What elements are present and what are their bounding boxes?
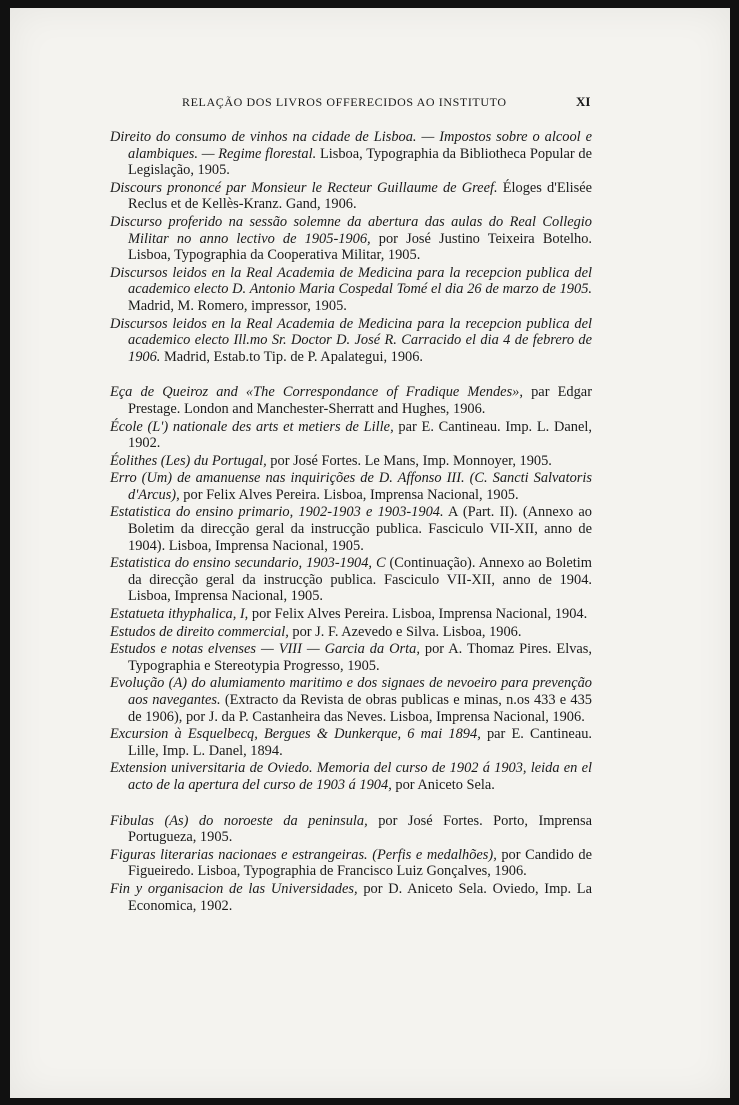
entry-details: por A. Thomaz Pires. Elvas, Typographia e Stereotypia Progresso, 1905. [128, 641, 592, 674]
entry-title: Estatistica do ensino primario, 1902-1903 e 1903-1904. [110, 504, 444, 521]
entry-title: Eça de Queiroz and «The Correspondance of Fradique Mendes», [110, 384, 523, 401]
entry-title: Estatueta ithyphalica, I, [110, 606, 249, 623]
entry-title: Fibulas (As) do noroeste da peninsula, [110, 812, 368, 829]
bibliography-entry [110, 624, 592, 641]
entry-title: Estudos de direito commercial, [110, 623, 289, 640]
section-d [110, 129, 592, 365]
entry-title: Estatistica do ensino secundario, 1903-1904, C [110, 555, 386, 572]
entry-details: por José Fortes. Porto, Imprensa Portugueza, 1905. [128, 812, 592, 846]
entry-details: por Felix Alves Pereira. Lisboa, Imprensa Nacional, 1905. [179, 486, 519, 503]
bibliography-entry [110, 675, 592, 725]
bibliography-entry [110, 504, 592, 554]
bibliography-entry [110, 641, 592, 674]
entry-title: Erro (Um) de amanuense nas inquirições de D. Affonso III. (C. Sancti Salvatoris d'Arcus), [110, 470, 592, 503]
entry-details: (Continuação). Annexo ao Boletim da direcção geral da instrucção publica. Fasciculo VII-XII, anno de 1904. Lisboa, Imprensa Nacional, 1905. [128, 555, 592, 605]
entry-title: Discursos leidos en la Real Academia de Medicina para la recepcion publica del academico electo Ill.mo Sr. Doctor D. José R. Carracido el dia 4 de febrero de 1906. [110, 315, 592, 365]
entry-title: Evolução (A) do alumiamento maritimo e dos signaes de nevoeiro para prevenção aos navegantes. [110, 675, 592, 708]
bibliography-entry [110, 265, 592, 315]
entry-title: Éolithes (Les) du Portugal, [110, 452, 267, 469]
entry-details: A (Part. II). (Annexo ao Boletim da direcção geral da instrucção publica. Fasciculo VII-XII, anno de 1904). Lisboa, Imprensa Nacional, 1905. [128, 504, 592, 554]
entry-details: par E. Cantineau. Lille, Imp. L. Danel, 1894. [128, 726, 593, 759]
entry-title: Fin y organisacion de las Universidades, [110, 880, 358, 897]
entry-details: por José Fortes. Le Mans, Imp. Monnoyer, 1905. [266, 452, 552, 469]
entry-title: Extension universitaria de Oviedo. Memoria del curso de 1902 á 1903, leida en el acto de la apertura del curso de 1903 á 1904, [110, 760, 592, 793]
entry-details: Madrid, M. Romero, impressor, 1905. [128, 297, 347, 314]
document-page [10, 8, 730, 1098]
entry-details: por Aniceto Sela. [391, 776, 495, 793]
bibliography-entry [110, 214, 592, 264]
entry-title: Discursos leidos en la Real Academia de Medicina para la recepcion publica del academico electo D. Antonio Maria Cospedal Tomé el dia 26 de marzo de 1905. [110, 264, 592, 298]
bibliography-entry [110, 180, 592, 213]
bibliography-entry [110, 453, 592, 470]
page-number: XI [576, 94, 591, 109]
bibliography-entry [110, 881, 592, 914]
entry-title: Discurso proferido na sessão solemne da abertura das aulas do Real Collegio Militar no anno lectivo de 1905-1906, [110, 213, 592, 247]
entry-details: por J. F. Azevedo e Silva. Lisboa, 1906. [288, 623, 522, 640]
entry-title: Discours prononcé par Monsieur le Recteur Guillaume de Greef. [110, 179, 498, 196]
entry-details: par Edgar Prestage. London and Manchester-Sherratt and Hughes, 1906. [128, 384, 592, 417]
entry-title: École (L') nationale des arts et metiers de Lille, [110, 418, 394, 435]
bibliography-entry [110, 760, 592, 793]
entry-details: por Felix Alves Pereira. Lisboa, Imprensa Nacional, 1904. [248, 606, 588, 623]
section-f [110, 813, 592, 915]
bibliography-entry [110, 129, 592, 179]
section-e [110, 384, 592, 793]
entry-title: Direito do consumo de vinhos na cidade de Lisboa. — Impostos sobre o alcool e alambiques. — Regime florestal. [110, 129, 592, 162]
entry-details: (Extracto da Revista de obras publicas e minas, n.os 433 e 435 de 1906), por J. da P. Castanheira das Neves. Lisboa, Imprensa Nacional, 1906. [128, 692, 592, 725]
bibliography-entry [110, 726, 592, 759]
running-head: RELAÇÃO DOS LIVROS OFFERECIDOS AO INSTITUTO [182, 95, 507, 109]
bibliography-entry [110, 470, 592, 503]
entry-details: Lisboa, Typographia da Bibliotheca Popular de Legislação, 1905. [128, 145, 592, 179]
bibliography-entry [110, 847, 592, 880]
entry-title: Excursion à Esquelbecq, Bergues & Dunkerque, 6 mai 1894, [110, 726, 481, 743]
bibliography-entry [110, 384, 592, 417]
entry-title: Estudos e notas elvenses — VIII — Garcia da Orta, [110, 641, 420, 658]
entry-title: Figuras literarias nacionaes e estrangeiras. (Perfis e medalhões), [110, 846, 497, 863]
bibliography-list [110, 129, 592, 915]
entry-details: Éloges d'Elisée Reclus et de Kellès-Kranz. Gand, 1906. [128, 179, 593, 213]
entry-details: por José Justino Teixeira Botelho. Lisboa, Typographia da Cooperativa Militar, 1905. [128, 230, 592, 264]
entry-details: par E. Cantineau. Imp. L. Danel, 1902. [128, 418, 592, 452]
bibliography-entry [110, 606, 592, 623]
bibliography-entry [110, 316, 592, 366]
entry-details: por Candido de Figueiredo. Lisboa, Typographia de Francisco Luiz Gonçalves, 1906. [128, 846, 593, 880]
entry-details: por D. Aniceto Sela. Oviedo, Imp. La Economica, 1902. [128, 880, 592, 914]
entry-details: Madrid, Estab.to Tip. de P. Apalategui, 1906. [160, 348, 424, 365]
bibliography-entry [110, 555, 592, 605]
bibliography-entry [110, 813, 592, 846]
bibliography-entry [110, 419, 592, 452]
